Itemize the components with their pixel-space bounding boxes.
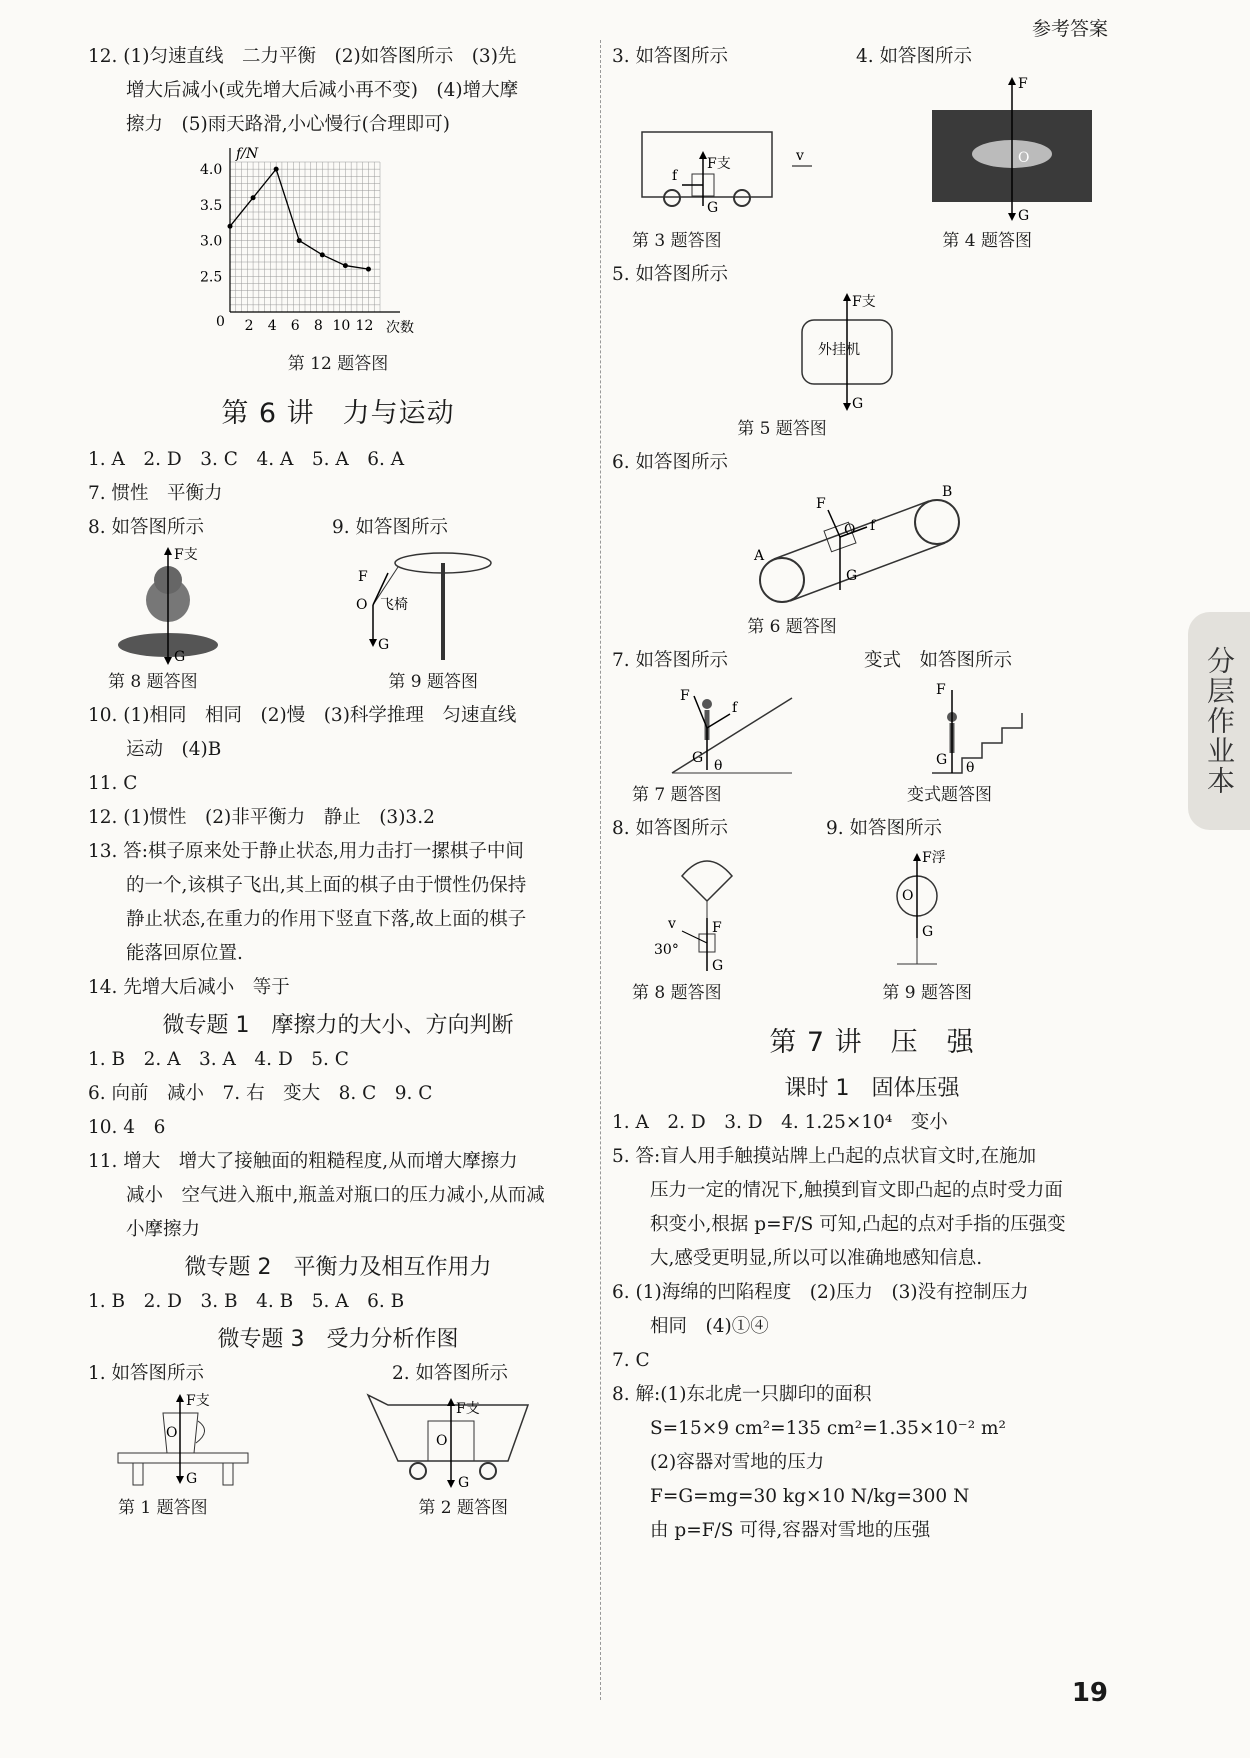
label-g: G [712,958,724,974]
label-f: F [816,496,826,512]
label-v: v [668,916,676,932]
left-column [88,40,588,1525]
label-g: G [458,1475,470,1491]
r-figs-7 [652,678,1052,778]
label-fsupport: F支 [186,1393,210,1409]
l6-q10: 10. (1)相同 相同 (2)慢 (3)科学推理 匀速直线 [88,705,517,726]
label-theta: θ [966,760,975,776]
friction-chart [188,142,428,347]
l7-answers: 1. A 2. D 3. D 4. 1.25×10⁴ 变小 [612,1112,948,1133]
data-point [320,252,325,257]
label-f: F [936,682,946,698]
q12-caption: 第 12 题答图 [287,354,389,374]
cap-ms1: 第 1 题答图 [118,1498,208,1518]
r-q7v: 变式 如答图所示 [863,650,1012,671]
label-b: B [942,484,953,500]
q12-line: 擦力 (5)雨天路滑,小心慢行(合理即可) [126,114,451,135]
lecture6-title: 第 6 讲 力与运动 [221,398,455,429]
label-fsupport: F支 [456,1401,480,1417]
l6-q8: 8. 如答图所示 [88,517,205,538]
label-o: O [166,1425,178,1441]
right-column [612,40,1132,1548]
cup-figure [88,1391,268,1491]
data-point [343,263,348,268]
label-f: F [1018,76,1028,92]
label-g: G [692,750,704,766]
outer-unit-figure [732,292,1032,412]
escalator-figure [652,678,802,778]
l6-q11: 11. C [88,773,138,794]
label-f: F [680,688,690,704]
data-point [297,238,302,243]
lecture7-title: 第 7 讲 压 强 [769,1027,975,1058]
r-q7: 7. 如答图所示 [612,650,729,671]
label-friction: f [672,168,678,184]
data-point [228,224,233,229]
l6-q10: 运动 (4)B [126,739,222,760]
label-fsupport: F支 [852,294,876,310]
ms1-q11: 减小 空气进入瓶中,瓶盖对瓶口的压力减小,从而减 [126,1185,545,1206]
side-tab-label: 分层作业本 [1203,646,1236,796]
l7-q5: 5. 答:盲人用手触摸站牌上凸起的点状盲文时,在施加 [612,1146,1037,1167]
ms3-figs [88,1391,538,1491]
flying-chair-figure [338,545,498,665]
r-q3: 3. 如答图所示 [612,46,729,67]
stairs-figure [922,678,1052,778]
parachute-figure [652,846,762,976]
l6-q13: 能落回原位置. [126,943,243,964]
ms1-title: 微专题 1 摩擦力的大小、方向判断 [162,1013,514,1038]
label-v: v [796,148,804,164]
l7-q6: 相同 (4)①④ [650,1316,769,1337]
data-point [274,167,279,172]
x-tick-label: 4 [267,318,277,334]
x-tick-label: 2 [244,318,254,334]
l7-q5: 压力一定的情况下,触摸到盲文即凸起的点时受力面 [650,1180,1063,1201]
l7-q8: 由 p=F/S 可得,容器对雪地的压强 [650,1520,931,1541]
r-q5: 5. 如答图所示 [612,264,729,285]
label-o: O [844,522,856,538]
l7-q8: F=G=mg=30 kg×10 N/kg=300 N [650,1486,970,1507]
l7-q5: 大,感受更明显,所以可以准确地感知信息. [650,1248,983,1269]
label-g: G [922,924,934,940]
r-figs-8-9 [652,846,972,976]
label-chair: 飞椅 [380,597,408,613]
y-tick-label: 2.5 [200,269,223,286]
cap7v: 变式题答图 [907,785,992,805]
ms1-q11: 小摩擦力 [126,1219,201,1240]
bus-figure [612,74,812,214]
label-g: G [186,1471,198,1487]
cap6: 第 6 题答图 [747,617,837,637]
l6-answers: 1. A 2. D 3. C 4. A 5. A 6. A [88,449,405,470]
cap9r: 第 9 题答图 [882,983,972,1003]
label-g: G [852,396,864,412]
l6-q13: 静止状态,在重力的作用下竖直下落,故上面的棋子 [126,909,527,930]
y-axis-label: f/N [236,146,259,162]
balloon-figure [862,846,972,976]
q12-chart [188,142,588,347]
ms1-q11: 11. 增大 增大了接触面的粗糙程度,从而增大摩擦力 [88,1151,518,1172]
label-g: G [174,649,186,665]
label-30deg: 30° [654,942,679,958]
l7-q6: 6. (1)海绵的凹陷程度 (2)压力 (3)没有控制压力 [612,1282,1029,1303]
x-tick-label: 6 [290,318,300,334]
ms2-title: 微专题 2 平衡力及相互作用力 [184,1255,492,1280]
r-q9: 9. 如答图所示 [825,818,942,839]
label-f: F [358,569,368,585]
cap8: 第 8 题答图 [108,672,198,692]
ms1-answers: 6. 向前 减小 7. 右 变大 8. C 9. C [88,1083,433,1104]
r-q6: 6. 如答图所示 [612,452,729,473]
q12-line: 增大后减小(或先增大后减小再不变) (4)增大摩 [126,80,519,101]
cap4: 第 4 题答图 [942,231,1032,251]
label-fsupport: F支 [174,547,198,563]
label-g: G [378,637,390,653]
label-friction: f [732,700,738,716]
r-q8: 8. 如答图所示 [612,818,729,839]
l7-q7: 7. C [612,1350,650,1371]
cart-figure [358,1391,538,1491]
label-g: G [936,752,948,768]
lesson1-title: 课时 1 固体压强 [784,1076,960,1101]
label-friction: f [870,518,876,534]
cap5: 第 5 题答图 [737,419,827,439]
x-tick-label: 8 [313,318,323,334]
ms1-answers: 1. B 2. A 3. A 4. D 5. C [88,1049,349,1070]
conveyor-figure [742,480,1042,610]
ms1-answers: 10. 4 6 [88,1117,166,1138]
cap7: 第 7 题答图 [632,785,722,805]
side-tab [1188,612,1250,830]
l6-answers: 7. 惯性 平衡力 [88,483,223,504]
cap3: 第 3 题答图 [632,231,722,251]
origin-label: 0 [216,314,225,330]
l6-q9: 9. 如答图所示 [331,517,448,538]
l6-q13: 13. 答:棋子原来处于静止状态,用力击打一摞棋子中间 [88,841,524,862]
cap9: 第 9 题答图 [388,672,478,692]
label-theta: θ [714,758,723,774]
l7-q8: S=15×9 cm²=135 cm²=1.35×10⁻² m² [650,1418,1006,1439]
l7-q5: 积变小,根据 p=F/S 可知,凸起的点对手指的压强变 [650,1214,1066,1235]
page-number: 19 [1071,1678,1108,1708]
data-point [251,195,256,200]
label-o: O [356,597,368,613]
label-g: G [707,200,719,214]
label-o: O [436,1433,448,1449]
l7-q8: 8. 解:(1)东北虎一只脚印的面积 [612,1384,872,1405]
r-figs-3-4 [612,74,1092,224]
label-f: F [712,920,722,936]
cap-ms2: 第 2 题答图 [418,1498,508,1518]
x-tick-label: 10 [332,318,351,334]
label-o: O [1018,150,1030,166]
l6-q13: 的一个,该棋子飞出,其上面的棋子由于惯性仍保持 [126,875,527,896]
column-divider [600,40,602,1700]
data-point [366,267,371,272]
r-q4: 4. 如答图所示 [855,46,972,67]
x-axis-label: 次数 [386,320,414,336]
label-fsupport: F支 [707,156,731,172]
label-g: G [846,568,858,584]
l6-q12: 12. (1)惯性 (2)非平衡力 静止 (3)3.2 [88,807,435,828]
y-tick-label: 3.5 [200,197,223,214]
label-g: G [1018,208,1030,224]
cap8r: 第 8 题答图 [632,983,722,1003]
label-outer-unit: 外挂机 [818,342,860,358]
drone-figure [922,74,1092,224]
label-ffloat: F浮 [922,850,946,866]
l6-q14: 14. 先增大后减小 等于 [88,977,290,998]
monkey-figure [98,545,238,665]
label-o: O [902,888,914,904]
header-label: 参考答案 [1031,18,1108,40]
l7-q8: (2)容器对雪地的压力 [650,1452,825,1473]
y-tick-label: 3.0 [200,233,223,250]
ms3-title: 微专题 3 受力分析作图 [217,1327,459,1352]
l6-figs [98,545,498,665]
q12-line: 12. (1)匀速直线 二力平衡 (2)如答图所示 (3)先 [88,46,517,67]
x-tick-label: 12 [355,318,374,334]
ms2-answers: 1. B 2. D 3. B 4. B 5. A 6. B [88,1291,405,1312]
label-a: A [754,548,765,564]
ms3-q1: 1. 如答图所示 [88,1363,205,1384]
ms3-q2: 2. 如答图所示 [391,1363,508,1384]
y-tick-label: 4.0 [200,162,223,179]
